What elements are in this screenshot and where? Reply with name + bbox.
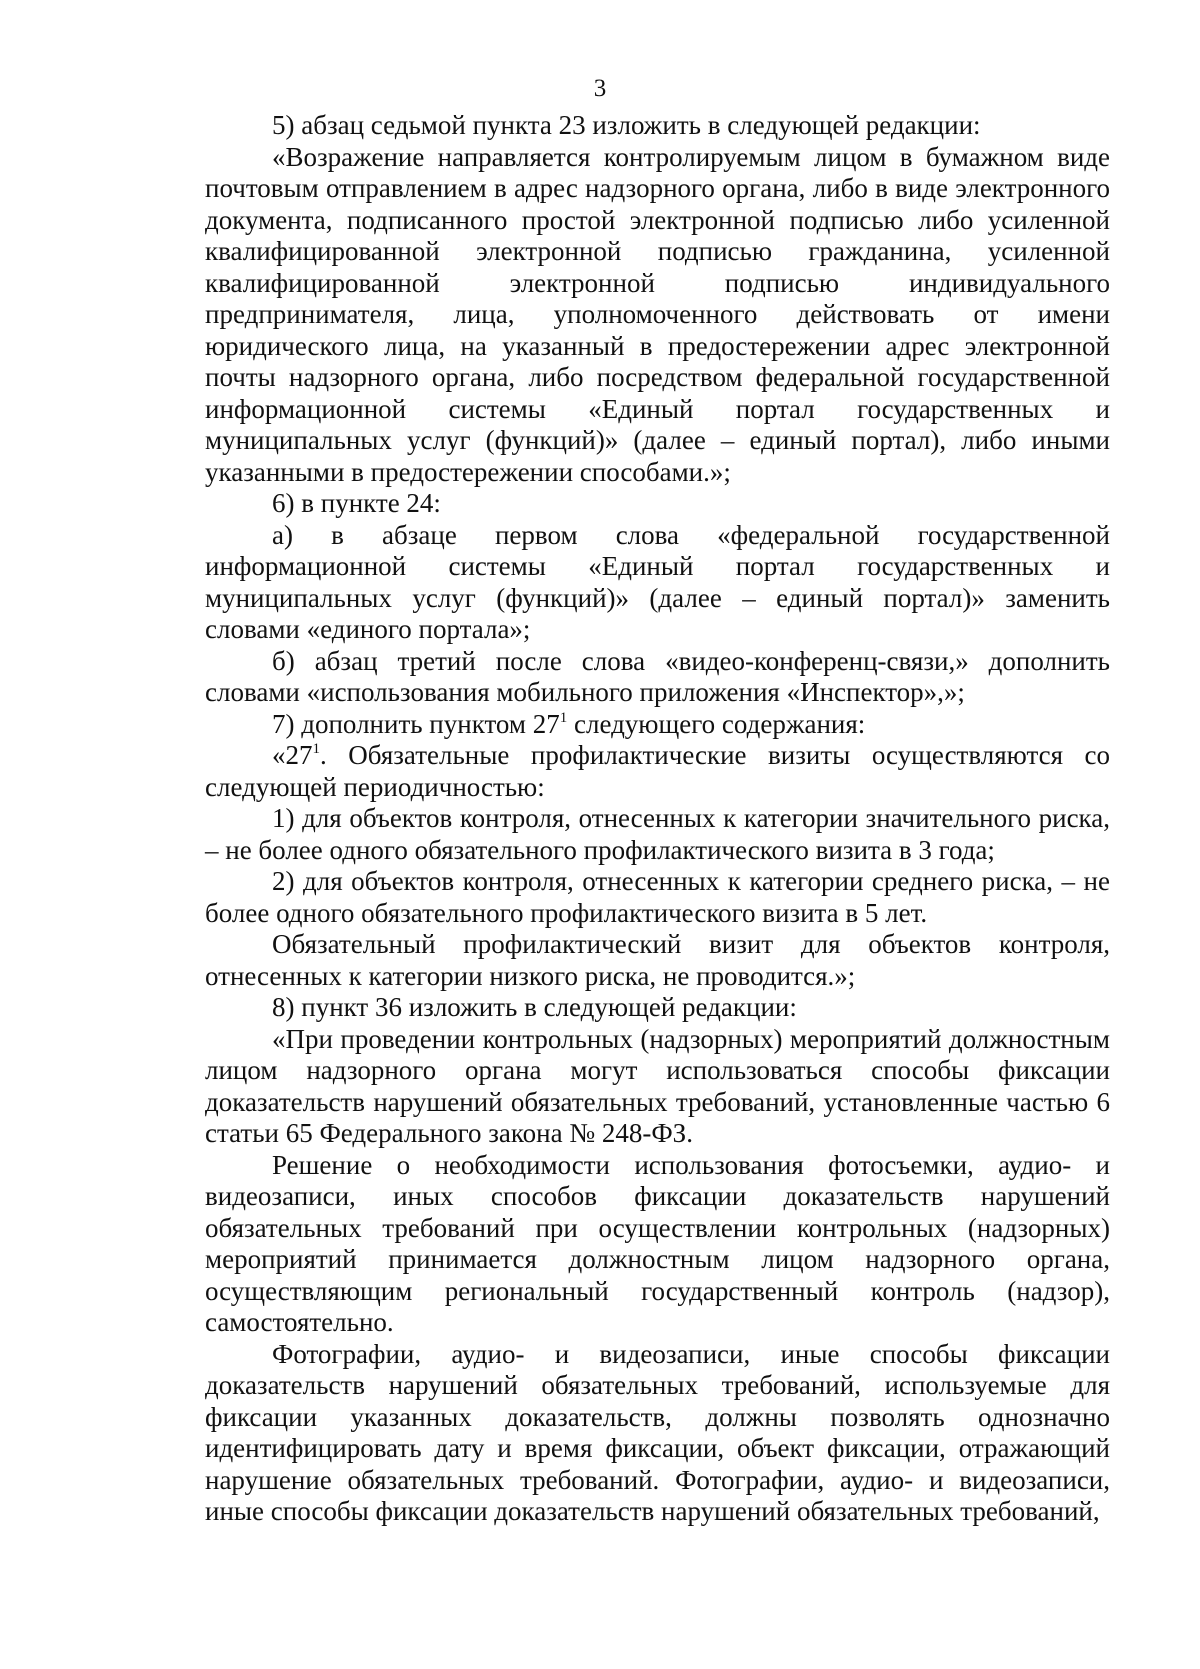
point-27-1-number: «27	[272, 740, 313, 770]
paragraph-item-8: 8) пункт 36 изложить в следующей редакции:	[272, 992, 797, 1022]
paragraph-item-7	[205, 709, 1110, 741]
paragraph-item-6b: б) абзац третий после слова «видео-конференц-связи,» дополнить словами «использования мобильного приложения «Инспектор»,»;	[205, 645, 1110, 707]
paragraph-objection-text: «Возражение направляется контролируемым лицом в бумажном виде почтовым отправлением в адрес надзорного органа, либо в виде электронного документа, подписанного простой электронной подписью либо усиленной квалифицированной электронной подписью гражданина, усиленной квалифицированной электронной подписью индивидуального предпринимателя, лица, уполномоченного действовать от имени юридического лица, на указанный в предостережении адрес электронной почты надзорного органа, либо посредством федеральной государственной информационной системы «Единый портал государственных и муниципальных услуг (функций)» (далее – единый портал), либо иными указанными в предостережении способами.»;	[205, 141, 1110, 487]
page-number: 3	[593, 75, 607, 102]
paragraph-point-36-text: «При проведении контрольных (надзорных) мероприятий должностным лицом надзорного органа могут использоваться способы фиксации доказательств нарушений обязательных требований, установленные частью 6 статьи 65 Федерального закона № 248-ФЗ.	[205, 1023, 1110, 1148]
paragraph-item-5: 5) абзац седьмой пункта 23 изложить в следующей редакции:	[272, 110, 981, 140]
item-7-text: 7) дополнить пунктом 27	[272, 708, 560, 739]
paragraph-medium-risk: 2) для объектов контроля, отнесенных к категории среднего риска, – не более одного обязательного профилактического визита в 5 лет.	[205, 866, 1110, 928]
paragraph-point-27-1	[205, 740, 1110, 803]
item-7-tail: следующего содержания:	[567, 708, 866, 739]
paragraph-item-6a: а) в абзаце первом слова «федеральной государственной информационной системы «Единый портал государственных и муниципальных услуг (функций)» (далее – единый портал)» заменить словами «единого портала»;	[205, 519, 1110, 644]
document-body	[205, 110, 1110, 1528]
paragraph-item-6: 6) в пункте 24:	[272, 488, 441, 518]
paragraph-decision-text: Решение о необходимости использования фотосъемки, аудио- и видеозаписи, иных способов фиксации доказательств нарушений обязательных требований при осуществлении контрольных (надзорных) мероприятий принимается должностным лицом надзорного органа, осуществляющим региональный государственный контроль (надзор), самостоятельно.	[205, 1149, 1110, 1337]
point-27-1-text: . Обязательные профилактические визиты осуществляются со следующей периодичностью:	[205, 740, 1110, 802]
point-27-1-superscript: 1	[312, 741, 320, 757]
item-7-superscript: 1	[559, 709, 568, 726]
paragraph-significant-risk: 1) для объектов контроля, отнесенных к категории значительного риска, – не более одного обязательного профилактического визита в 3 года;	[205, 803, 1110, 865]
paragraph-low-risk: Обязательный профилактический визит для объектов контроля, отнесенных к категории низкого риска, не проводится.»;	[205, 929, 1110, 991]
paragraph-photo-video-text: Фотографии, аудио- и видеозаписи, иные способы фиксации доказательств нарушений обязательных требований, используемые для фиксации указанных доказательств, должны позволять однозначно идентифицировать дату и время фиксации, объект фиксации, отражающий нарушение обязательных требований. Фотографии, аудио- и видеозаписи, иные способы фиксации доказательств нарушений обязательных требований,	[205, 1338, 1110, 1526]
